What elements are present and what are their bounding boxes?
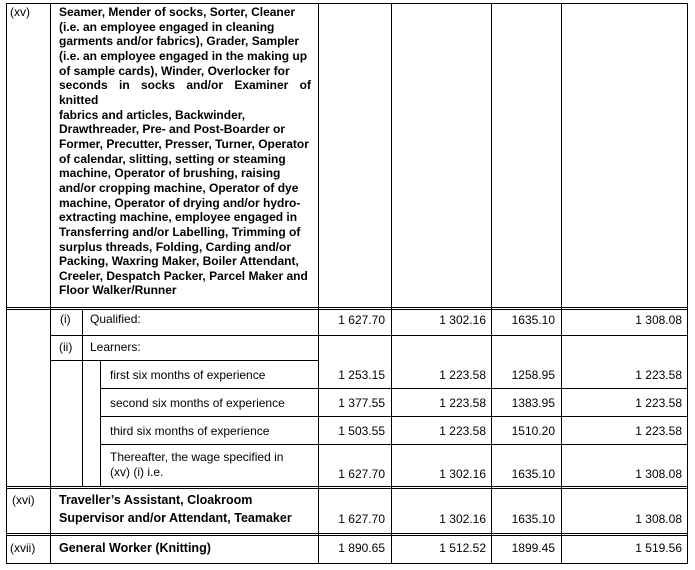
row-code: (xv) bbox=[10, 5, 30, 19]
wage-cell: 1 512.52 bbox=[439, 541, 486, 555]
wage-cell: 1383.95 bbox=[511, 396, 555, 410]
col-rule bbox=[318, 3, 319, 564]
description-line: machine, Operator of brushing, raising bbox=[59, 166, 281, 181]
wage-cell: 1 302.16 bbox=[439, 467, 486, 481]
description-line: and/or cropping machine, Operator of dye bbox=[59, 180, 299, 195]
description-line: Packing, Waxring Maker, Boiler Attendant, bbox=[59, 254, 299, 269]
row-label: third six months of experience bbox=[110, 424, 270, 438]
row-label: second six months of experience bbox=[110, 396, 285, 410]
wage-cell: 1 302.16 bbox=[439, 313, 486, 327]
wage-cell: 1 223.58 bbox=[439, 396, 486, 410]
description-line: (i.e. an employee engaged in the making up bbox=[59, 48, 308, 63]
row-rule bbox=[6, 307, 687, 308]
row-label: first six months of experience bbox=[110, 368, 266, 382]
wage-cell: 1 627.70 bbox=[338, 467, 385, 481]
description-line: Seamer, Mender of socks, Sorter, Cleaner bbox=[59, 5, 296, 19]
row-code: (xvi) bbox=[12, 493, 35, 507]
col-rule bbox=[6, 3, 7, 564]
col-rule bbox=[561, 3, 562, 564]
sub-code: (i) bbox=[60, 312, 71, 326]
row-rule bbox=[6, 535, 687, 536]
wage-cell: 1 377.55 bbox=[338, 396, 385, 410]
description-line: (i.e. an employee engaged in cleaning bbox=[59, 19, 275, 34]
col-rule bbox=[687, 3, 688, 564]
col-rule bbox=[491, 3, 492, 564]
description-line: Transferring and/or Labelling, Trimming of bbox=[59, 224, 301, 239]
row-label: Qualified: bbox=[90, 312, 141, 326]
wage-cell: 1 627.70 bbox=[338, 313, 385, 327]
description-line: machine, Operator of drying and/or hydro- bbox=[59, 195, 301, 210]
col-rule bbox=[82, 309, 83, 487]
description-line: Floor Walker/Runner bbox=[59, 283, 177, 298]
row-rule bbox=[6, 533, 687, 534]
wage-cell: 1 308.08 bbox=[635, 313, 682, 327]
row-rule bbox=[100, 416, 687, 417]
row-rule bbox=[50, 335, 687, 336]
row-code: (xvii) bbox=[10, 541, 36, 555]
wage-cell: 1 302.16 bbox=[439, 512, 486, 526]
description-line: Drawthreader, Pre- and Post-Boarder or bbox=[59, 122, 286, 137]
occupation-description bbox=[59, 5, 311, 298]
col-rule bbox=[50, 3, 51, 564]
description-line: surplus threads, Folding, Carding and/or bbox=[59, 239, 292, 254]
description-line: of sample cards), Winder, Overlocker for bbox=[59, 63, 290, 78]
row-rule bbox=[6, 563, 687, 564]
wage-cell: 1 503.55 bbox=[338, 424, 385, 438]
col-rule bbox=[100, 360, 101, 487]
occupation-title: Traveller’s Assistant, Cloakroom bbox=[59, 493, 253, 507]
description-line: fabrics and articles, Backwinder, bbox=[59, 107, 246, 122]
wage-cell: 1 627.70 bbox=[338, 512, 385, 526]
row-rule bbox=[100, 388, 687, 389]
wage-cell: 1 223.58 bbox=[635, 368, 682, 382]
wage-cell: 1 223.58 bbox=[439, 368, 486, 382]
wage-cell: 1 308.08 bbox=[635, 467, 682, 481]
description-line: seconds in socks and/or Examiner of knitted bbox=[59, 78, 311, 107]
wage-cell: 1 519.56 bbox=[635, 541, 682, 555]
wage-cell: 1635.10 bbox=[511, 313, 555, 327]
description-line: Former, Precutter, Presser, Turner, Operator bbox=[59, 136, 309, 151]
description-line: garments and/or fabrics), Grader, Sampler bbox=[59, 34, 300, 49]
row-rule bbox=[6, 3, 687, 4]
row-rule bbox=[6, 486, 687, 487]
row-rule bbox=[6, 488, 687, 489]
sub-code: (ii) bbox=[59, 340, 73, 354]
occupation-title: Supervisor and/or Attendant, Teamaker bbox=[59, 511, 292, 525]
row-label: (xv) (i) i.e. bbox=[110, 465, 164, 479]
wage-cell: 1 223.58 bbox=[439, 424, 486, 438]
wage-cell: 1635.10 bbox=[511, 467, 555, 481]
wage-cell: 1 308.08 bbox=[635, 512, 682, 526]
row-label: Thereafter, the wage specified in bbox=[110, 450, 284, 464]
wage-cell: 1899.45 bbox=[511, 541, 555, 555]
description-line: of calendar, slitting, setting or steaming bbox=[59, 151, 286, 166]
wage-cell: 1 890.65 bbox=[338, 541, 385, 555]
row-label: Learners: bbox=[90, 340, 141, 354]
row-rule bbox=[50, 360, 318, 361]
row-rule bbox=[6, 309, 687, 310]
wage-cell: 1 223.58 bbox=[635, 424, 682, 438]
wage-cell: 1 253.15 bbox=[338, 368, 385, 382]
wage-cell: 1258.95 bbox=[511, 368, 555, 382]
wage-cell: 1 223.58 bbox=[635, 396, 682, 410]
description-line: extracting machine, employee engaged in bbox=[59, 210, 298, 225]
description-line: Creeler, Despatch Packer, Parcel Maker and bbox=[59, 268, 308, 283]
occupation-title: General Worker (Knitting) bbox=[59, 541, 211, 555]
col-rule bbox=[391, 3, 392, 564]
wage-cell: 1510.20 bbox=[511, 424, 555, 438]
row-rule bbox=[100, 444, 687, 445]
wage-cell: 1635.10 bbox=[511, 512, 555, 526]
